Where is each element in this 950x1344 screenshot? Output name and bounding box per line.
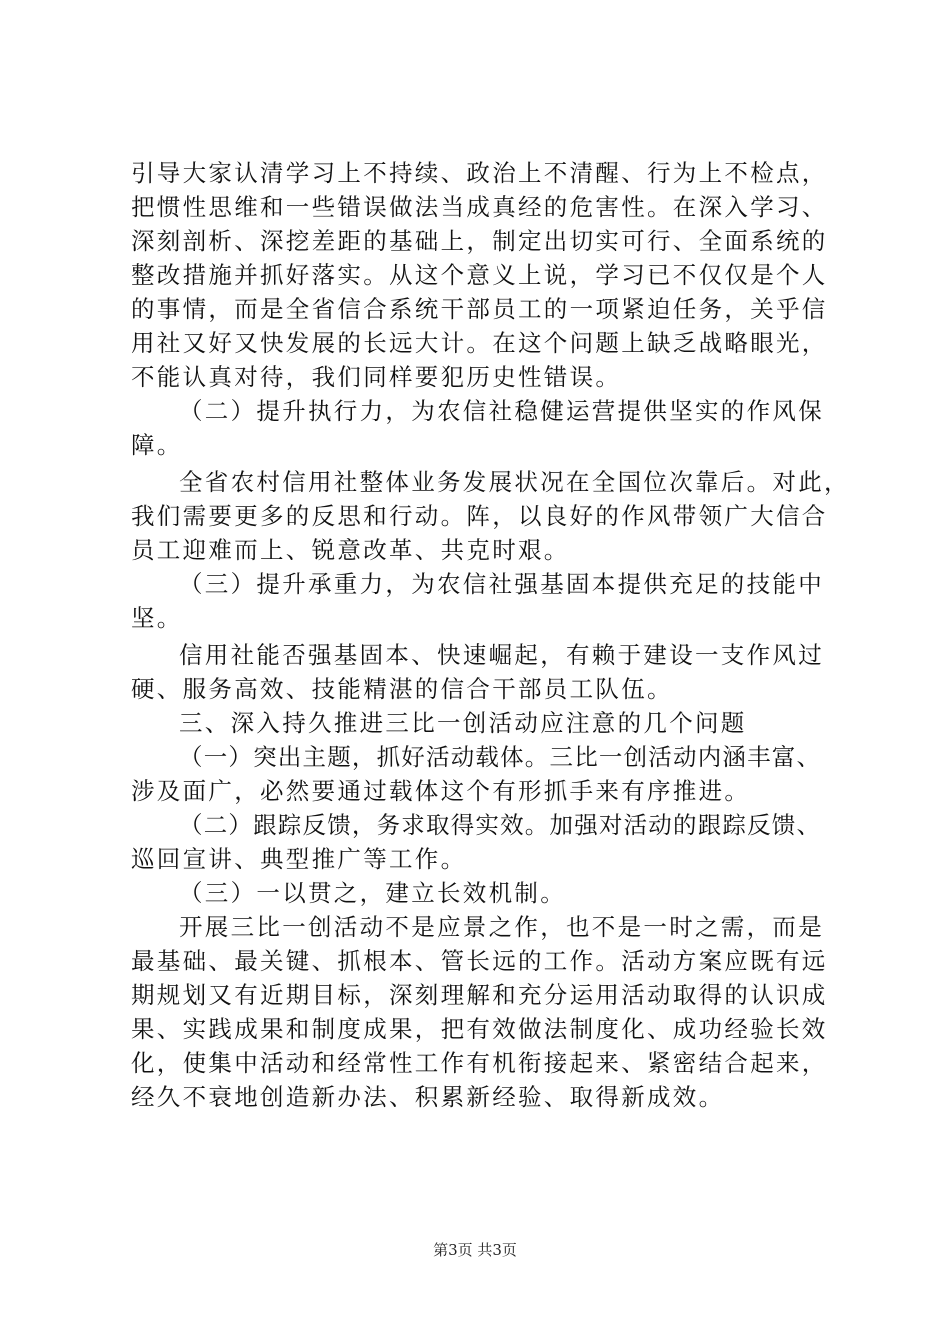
- page-number-footer: 第3页 共3页: [433, 1241, 517, 1259]
- paragraph-line: 员工迎难而上、锐意改革、共克时艰。: [131, 536, 570, 564]
- paragraph-line: 果、实践成果和制度成果，把有效做法制度化、成功经验长效: [131, 1015, 828, 1043]
- paragraph-line: 巡回宣讲、典型推广等工作。: [131, 845, 467, 873]
- paragraph-line: 我们需要更多的反思和行动。阵，以良好的作风带领广大信合: [131, 502, 828, 530]
- paragraph-line: 硬、服务高效、技能精湛的信合干部员工队伍。: [131, 675, 673, 703]
- section-heading-continuation: 障。: [131, 431, 183, 459]
- section-heading: （二）跟踪反馈，务求取得实效。加强对活动的跟踪反馈、: [179, 811, 822, 839]
- section-heading: （二）提升执行力，为农信社稳健运营提供坚实的作风保: [179, 397, 824, 425]
- paragraph-line: 引导大家认清学习上不持续、政治上不清醒、行为上不检点，: [131, 159, 828, 187]
- paragraph-line: 全省农村信用社整体业务发展状况在全国位次靠后。对此，: [179, 468, 850, 496]
- paragraph-line: 经久不衰地创造新办法、积累新经验、取得新成效。: [131, 1083, 725, 1111]
- paragraph-line: 化，使集中活动和经常性工作有机衔接起来、紧密结合起来，: [131, 1049, 828, 1077]
- paragraph-line: 涉及面广，必然要通过载体这个有形抓手来有序推进。: [131, 777, 751, 805]
- chapter-heading: 三、深入持久推进三比一创活动应注意的几个问题: [179, 709, 747, 737]
- paragraph-line: 开展三比一创活动不是应景之作，也不是一时之需，而是: [179, 913, 824, 941]
- paragraph-line: 的事情，而是全省信合系统干部员工的一项紧迫任务，关乎信: [131, 295, 828, 323]
- paragraph-line: 不能认真对待，我们同样要犯历史性错误。: [131, 363, 622, 391]
- section-heading: （一）突出主题，抓好活动载体。三比一创活动内涵丰富、: [179, 743, 822, 771]
- document-body: [131, 156, 850, 1114]
- paragraph-line: 深刻剖析、深挖差距的基础上，制定出切实可行、全面系统的: [131, 227, 828, 255]
- paragraph-line: 整改措施并抓好落实。从这个意义上说，学习已不仅仅是个人: [131, 261, 828, 289]
- paragraph-line: 把惯性思维和一些错误做法当成真经的危害性。在深入学习、: [131, 193, 828, 221]
- paragraph-line: 用社又好又快发展的长远大计。在这个问题上缺乏战略眼光，: [131, 329, 828, 357]
- section-heading-continuation: 坚。: [131, 604, 183, 632]
- paragraph-line: 信用社能否强基固本、快速崛起，有赖于建设一支作风过: [179, 641, 824, 669]
- section-heading: （三）一以贯之，建立长效机制。: [179, 879, 566, 907]
- section-heading: （三）提升承重力，为农信社强基固本提供充足的技能中: [179, 570, 824, 598]
- paragraph-line: 最基础、最关键、抓根本、管长远的工作。活动方案应既有远: [131, 947, 828, 975]
- paragraph-line: 期规划又有近期目标，深刻理解和充分运用活动取得的认识成: [131, 981, 828, 1009]
